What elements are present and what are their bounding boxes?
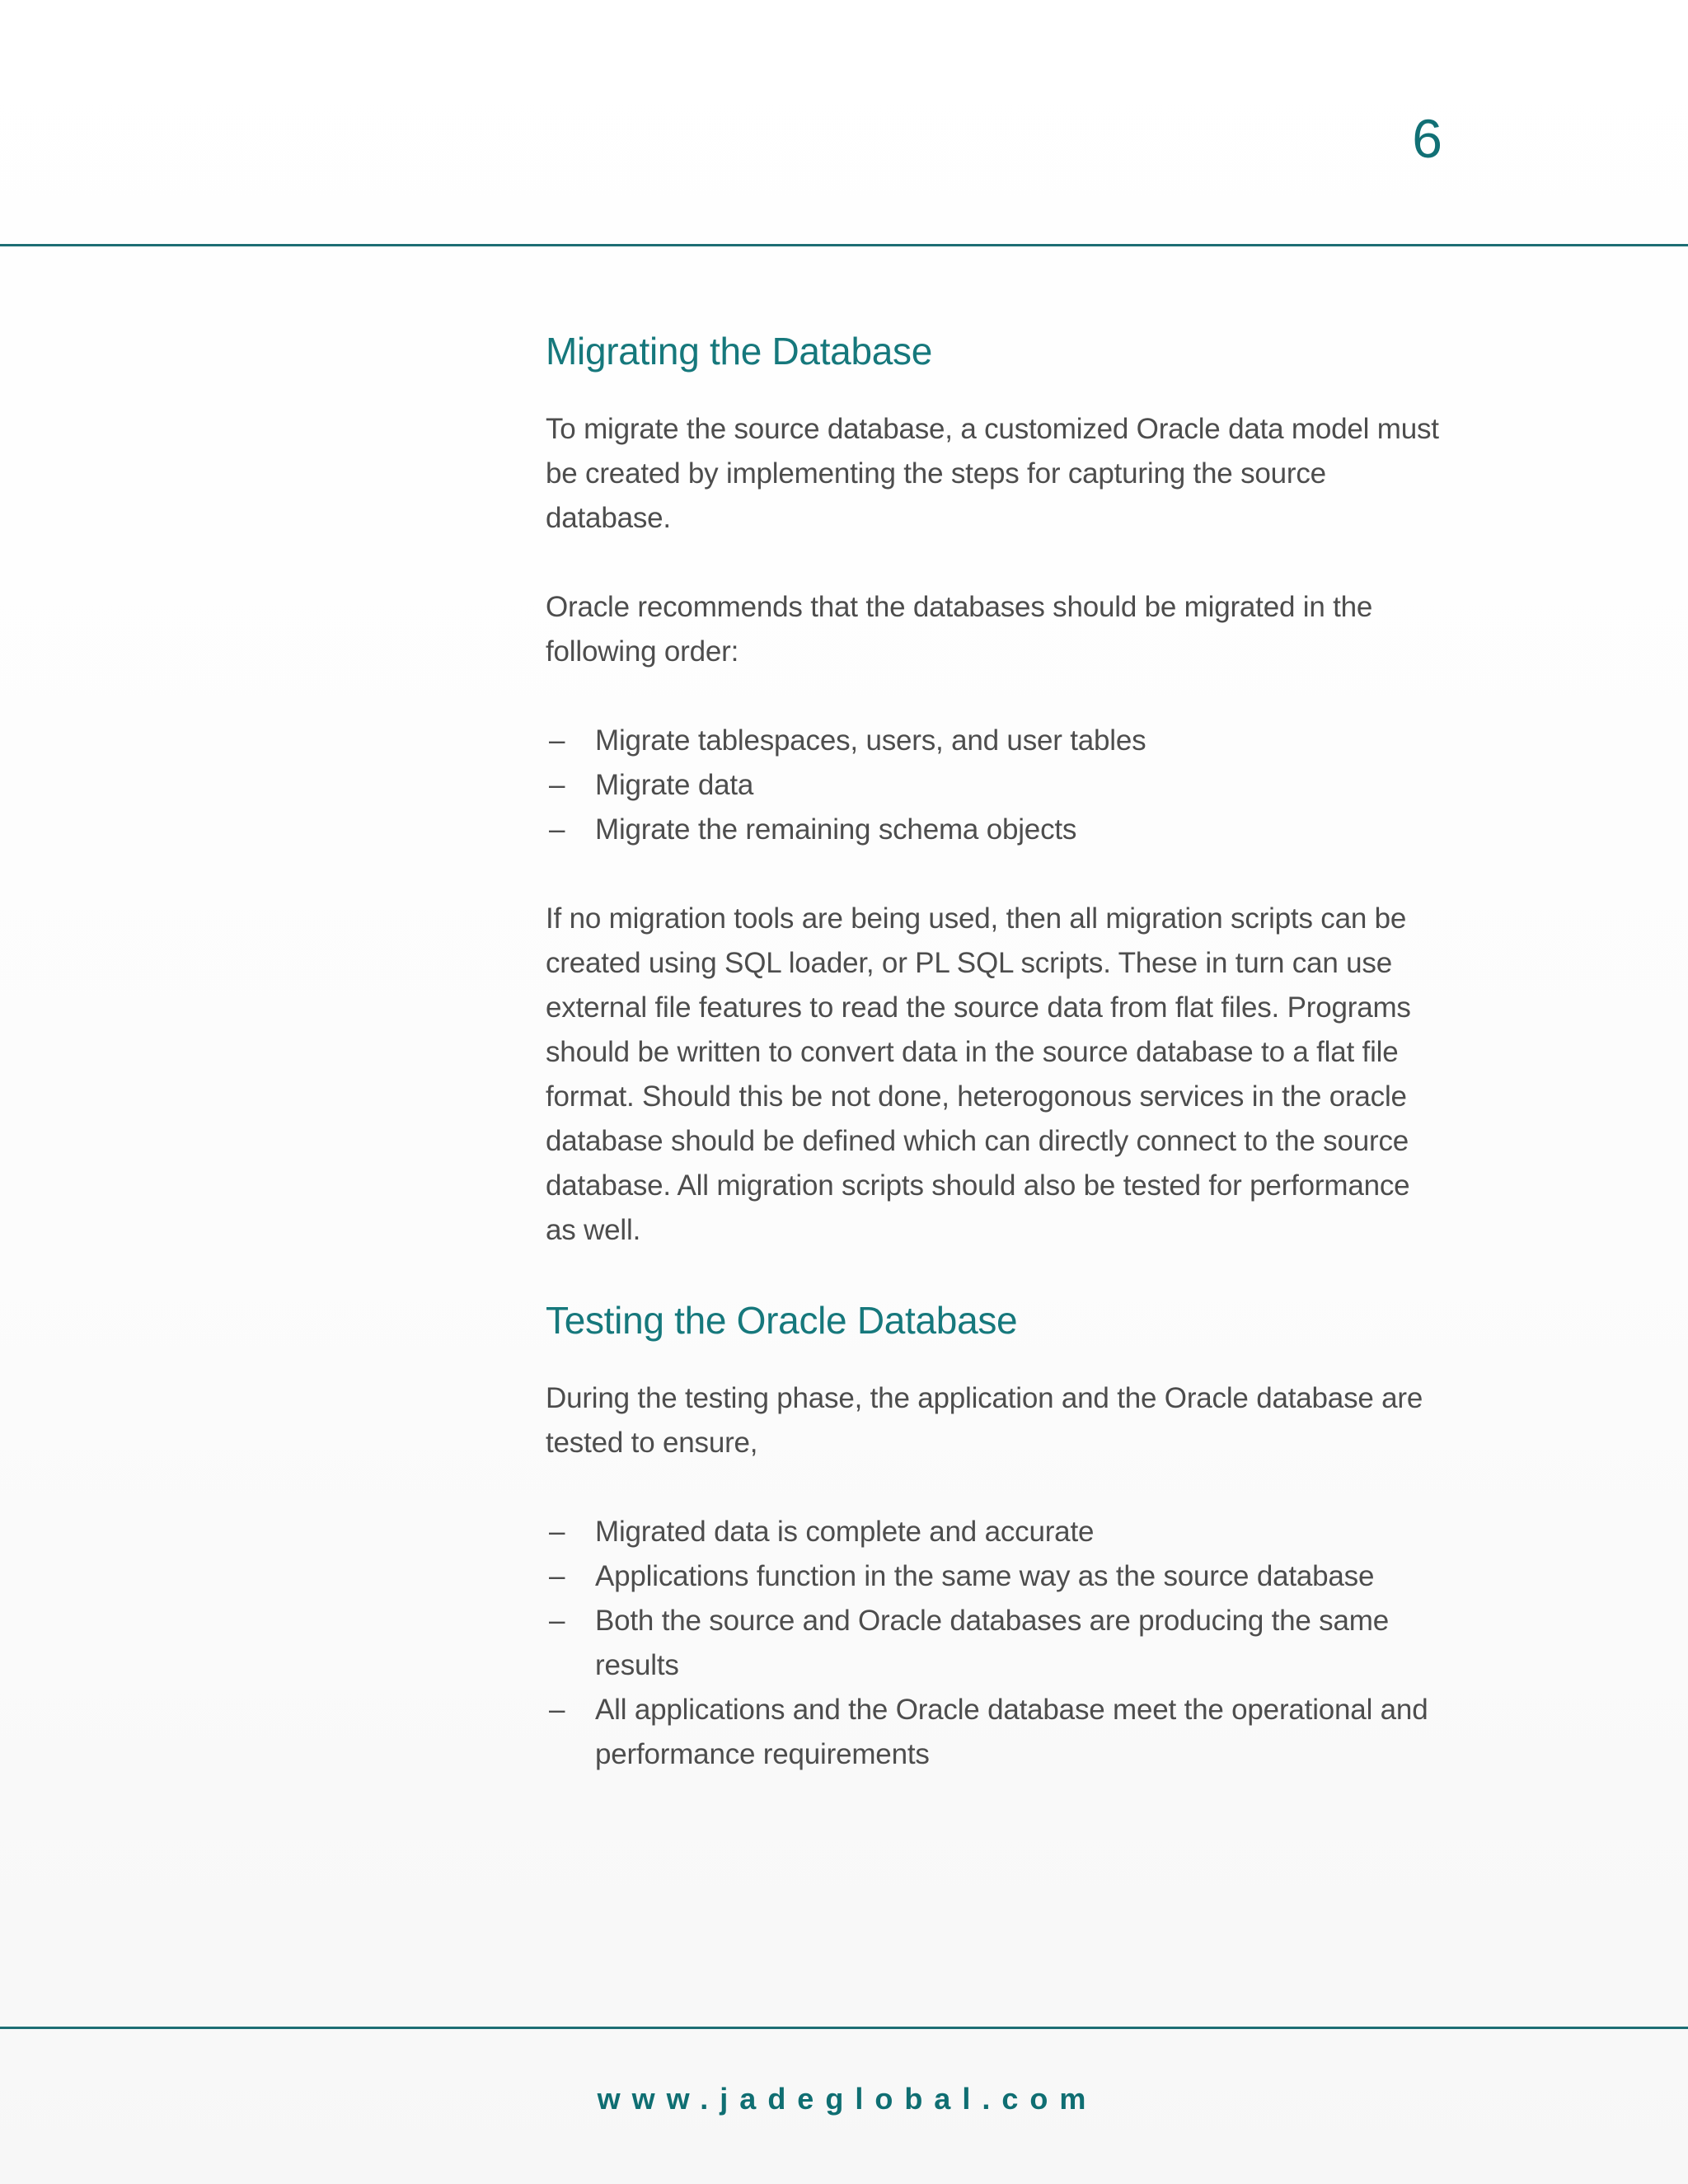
list-item <box>546 1510 1444 1554</box>
paragraph-order: Oracle recommends that the databases should be migrated in the following order: <box>546 591 1373 668</box>
section-title-migrating: Migrating the Database <box>546 330 933 373</box>
dash-marker: – <box>549 813 565 846</box>
dash-marker: – <box>549 1516 565 1548</box>
footer-divider <box>0 2027 1688 2029</box>
dash-marker: – <box>549 724 565 757</box>
list-item-text: Both the source and Oracle databases are producing the same results <box>595 1605 1389 1681</box>
dash-marker: – <box>549 1694 565 1726</box>
list-item-text: Applications function in the same way as the source database <box>595 1560 1375 1592</box>
paragraph-testing-phase: During the testing phase, the application and the Oracle database are tested to ensure, <box>546 1382 1423 1459</box>
list-item-text: Migrate tablespaces, users, and user tables <box>595 724 1146 757</box>
migration-order-list <box>546 719 1444 852</box>
list-item-text: All applications and the Oracle database meet the operational and performance requirements <box>595 1694 1428 1770</box>
footer-website-link[interactable]: www.jadeglobal.com <box>597 2082 1098 2116</box>
list-item <box>546 1688 1444 1777</box>
list-item-text: Migrate the remaining schema objects <box>595 813 1077 846</box>
paragraph-migration-tools: If no migration tools are being used, then all migration scripts can be created using SQL loader, or PL SQL scripts. These in turn can use external file features to read the source data from flat files. Programs should be written to convert data in the source database to a flat file format. Should this be not done, heterogonous services in the oracle database should be defined which can directly connect to the source database. All migration scripts should also be tested for performance as well. <box>546 902 1411 1246</box>
list-item <box>546 1599 1444 1688</box>
header-divider <box>0 244 1688 246</box>
list-item <box>546 763 1444 808</box>
testing-criteria-list <box>546 1510 1444 1777</box>
list-item-text: Migrate data <box>595 769 754 801</box>
main-content <box>546 320 1444 1777</box>
list-item-text: Migrated data is complete and accurate <box>595 1516 1095 1548</box>
dash-marker: – <box>549 1605 565 1637</box>
list-item <box>546 1554 1444 1599</box>
dash-marker: – <box>549 1560 565 1592</box>
paragraph-intro: To migrate the source database, a customized Oracle data model must be created by implementing the steps for capturing the source database. <box>546 413 1439 534</box>
list-item <box>546 808 1444 852</box>
dash-marker: – <box>549 769 565 801</box>
list-item <box>546 719 1444 763</box>
section-title-testing: Testing the Oracle Database <box>546 1299 1018 1342</box>
page-number: 6 <box>1412 108 1442 169</box>
